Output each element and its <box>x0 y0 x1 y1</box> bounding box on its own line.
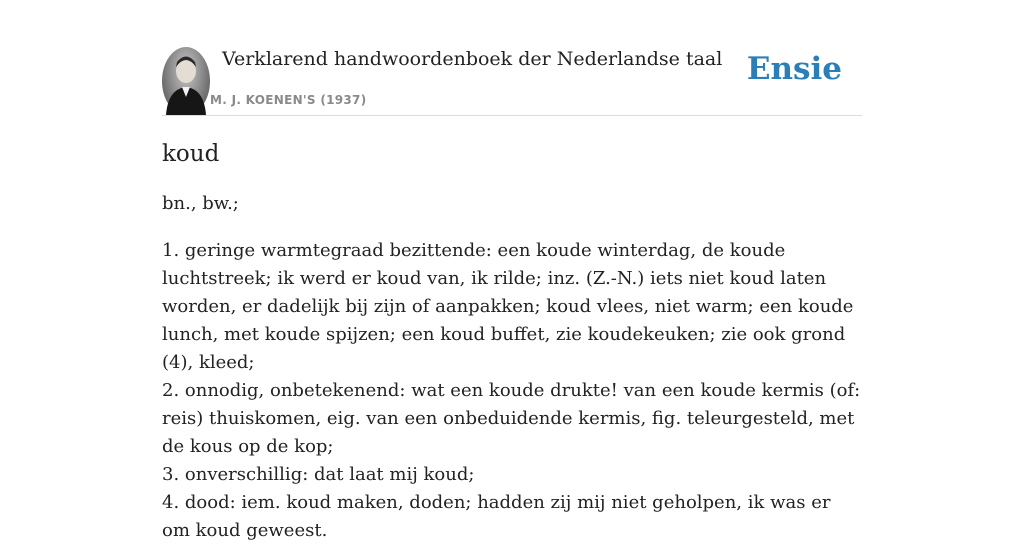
sense-1: 1. geringe warmtegraad bezittende: een koude winterdag, de koude luchtstreek; ik werd er koud van, ik rilde; inz. (Z.-N.) iets niet koud laten worden, er dadelijk bij zijn of aanpakken; koud vlees, niet warm; een koude lunch, met koude spijzen; een koud buffet, zie koudekeuken; zie ook grond (4), kleed; <box>162 240 854 373</box>
sense-2: 2. onnodig, onbetekenend: wat een koude drukte! van een koude kermis (of: reis) thuiskomen, eig. van een onbeduidende kermis, fig. teleurgesteld, met de kous op de kop; <box>162 380 861 457</box>
author-label: M. J. KOENEN'S (1937) <box>210 93 367 107</box>
sense-4: 4. dood: iem. koud maken, doden; hadden zij mij niet geholpen, ik was er om koud geweest. <box>162 492 831 541</box>
sense-3: 3. onverschillig: dat laat mij koud; <box>162 464 475 485</box>
part-of-speech: bn., bw.; <box>162 193 239 214</box>
book-title[interactable]: Verklarend handwoordenboek der Nederlandse taal <box>222 48 723 70</box>
dictionary-entry <box>162 138 862 545</box>
dictionary-header <box>162 46 862 116</box>
headword: koud <box>162 141 220 167</box>
brand-logo[interactable]: Ensie <box>746 51 842 87</box>
author-portrait-icon <box>162 47 210 115</box>
